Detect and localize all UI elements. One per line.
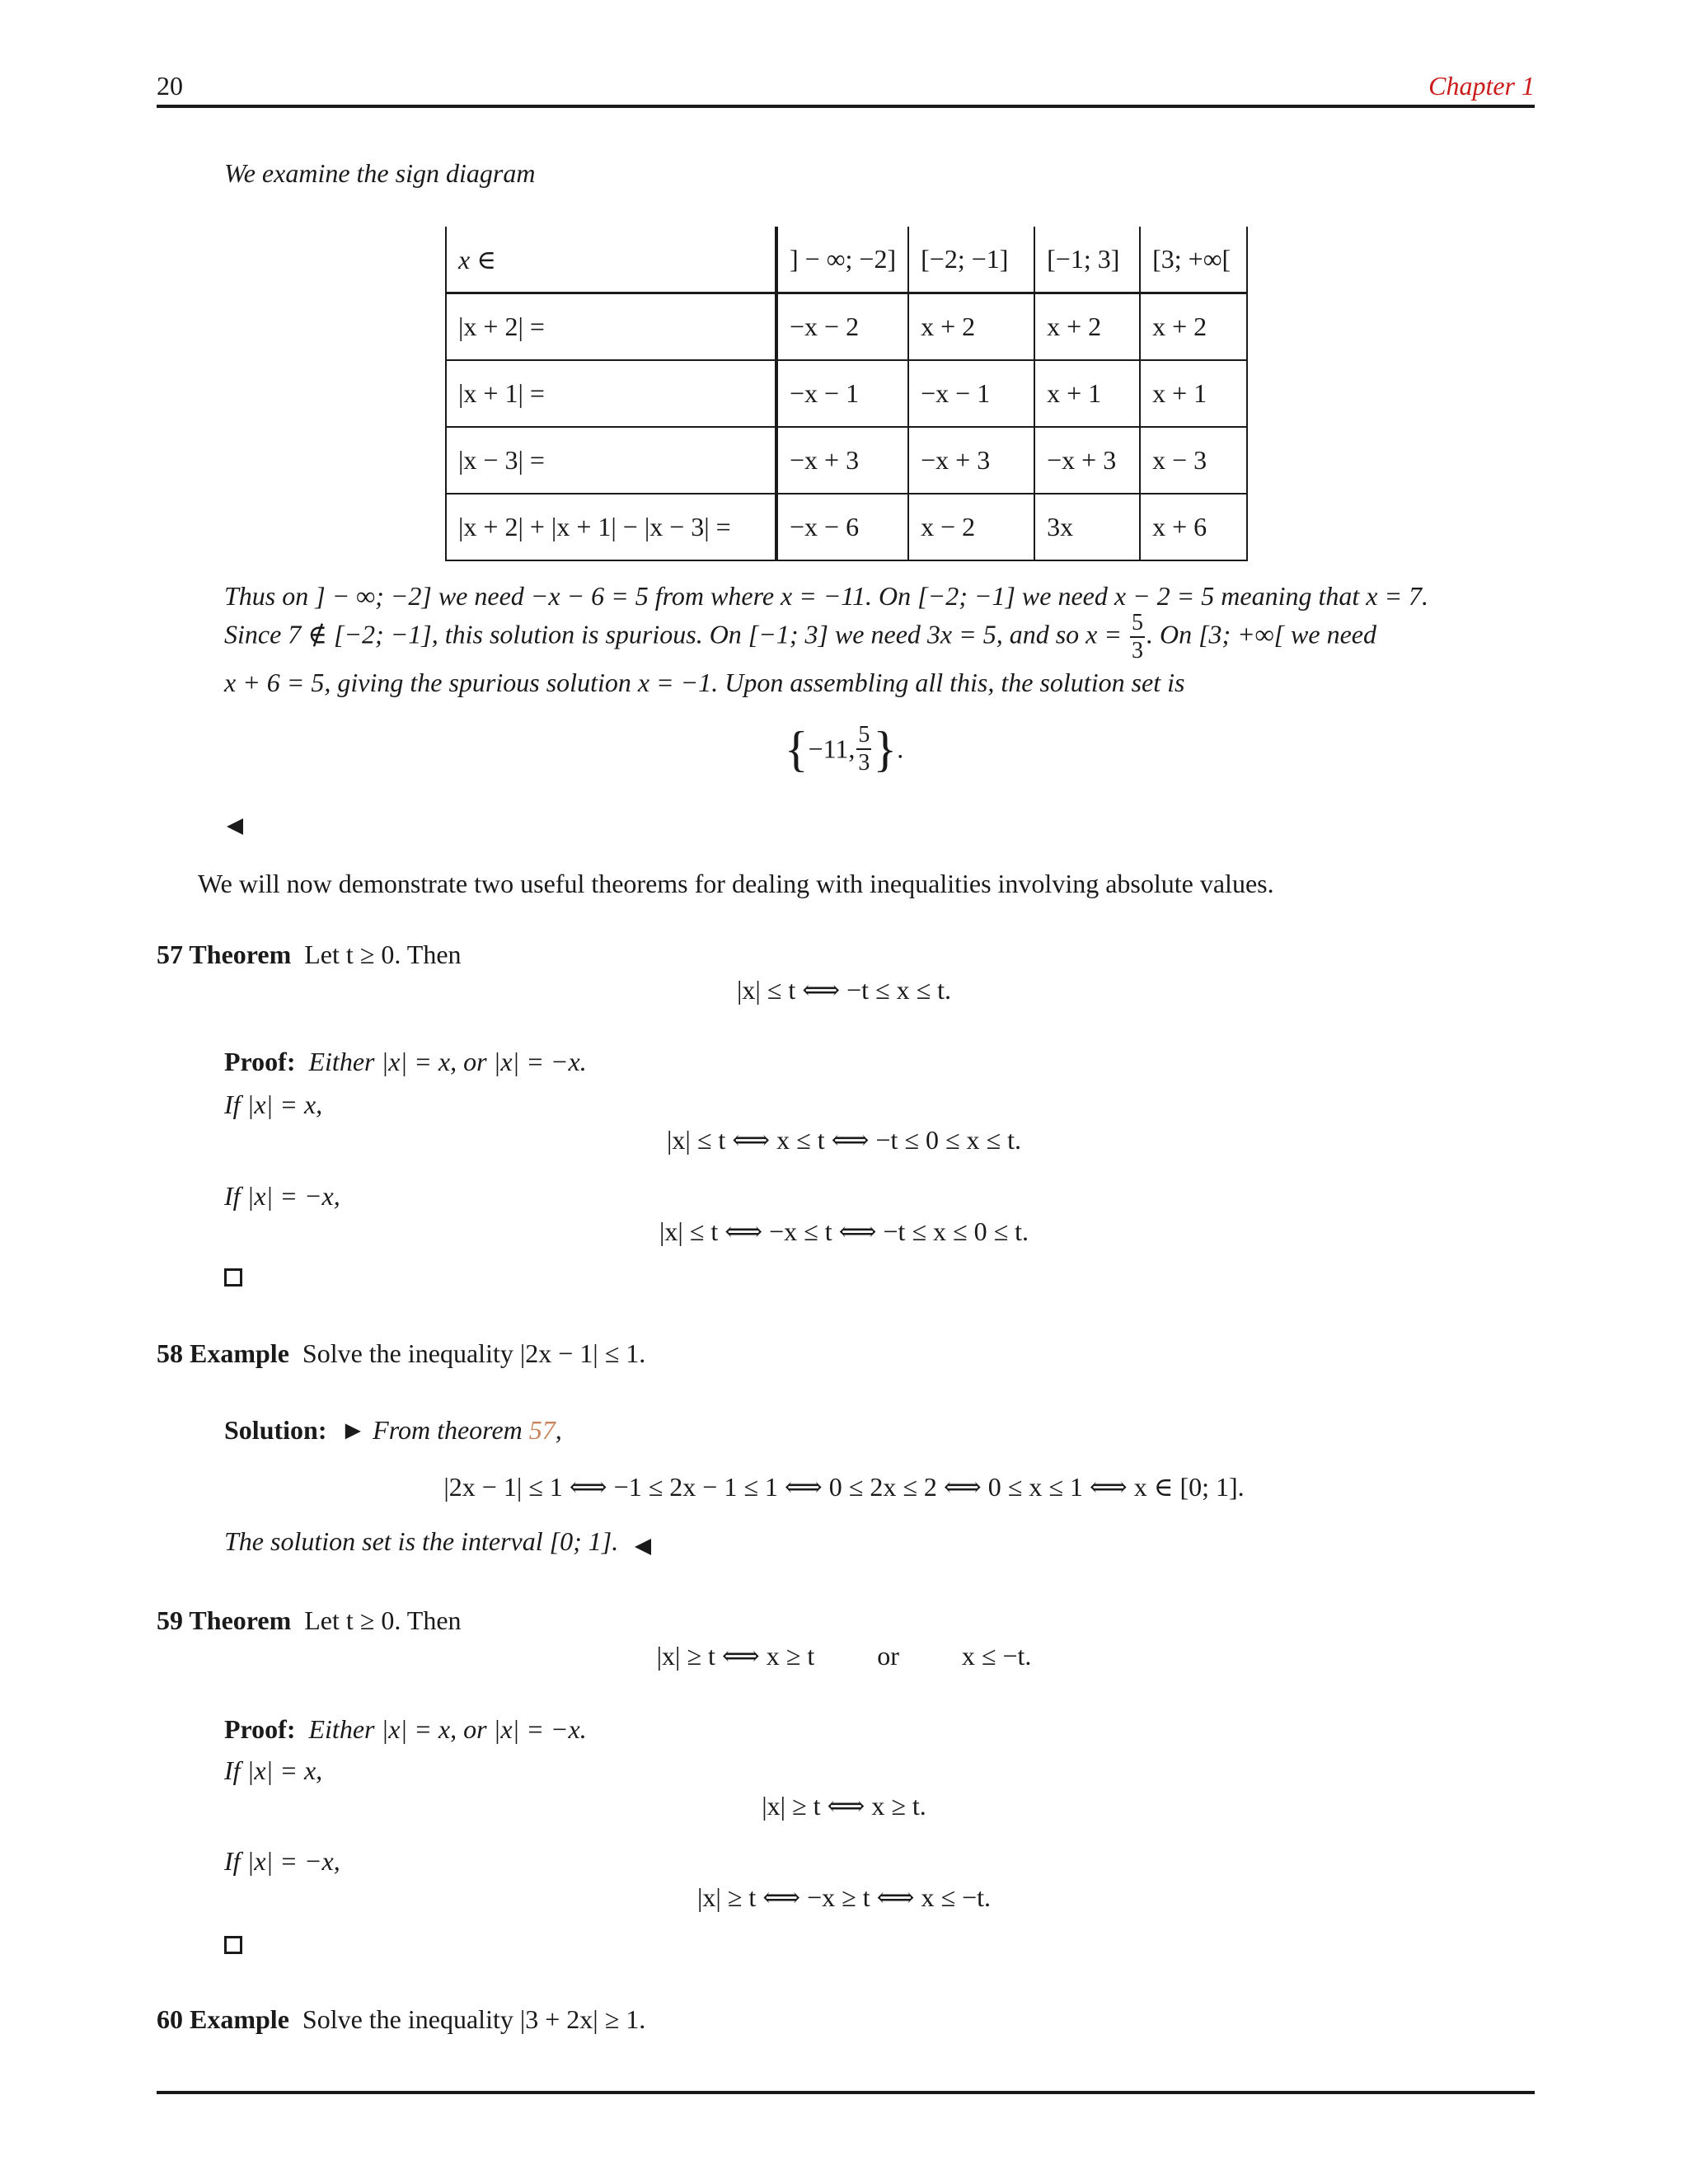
example-58-label: 58 Example <box>157 1338 289 1368</box>
end-solution-icon <box>227 818 243 835</box>
proof-label: Proof: <box>224 1714 296 1744</box>
table-cell: [3; +∞[ <box>1140 227 1247 293</box>
fraction-denominator: 3 <box>1131 638 1143 663</box>
theorem-59-formula-b: x ≤ −t. <box>961 1641 1032 1671</box>
table-cell: −x + 3 <box>776 427 908 494</box>
para-line-2 <box>224 612 1376 663</box>
theorem-57-link[interactable]: 57 <box>528 1415 556 1445</box>
theorem-57-text: Let t ≥ 0. Then <box>304 940 462 969</box>
theorem-59-case-2-formula: |x| ≥ t ⟺ −x ≥ t ⟺ x ≤ −t. <box>696 1882 991 1912</box>
solution-label: Solution: <box>224 1415 327 1445</box>
table-cell: −x − 1 <box>908 360 1034 427</box>
transition-text: We will now demonstrate two useful theorems for dealing with inequalities involving absolute values. <box>198 869 1274 898</box>
table-cell: x + 6 <box>1140 494 1247 560</box>
table-row <box>446 494 1247 560</box>
theorem-59-case-2: If |x| = −x, <box>224 1846 340 1876</box>
theorem-57-formula: |x| ≤ t ⟺ −t ≤ x ≤ t. <box>736 975 952 1005</box>
example-58 <box>157 1338 645 1369</box>
example-60-label: 60 Example <box>157 2004 289 2034</box>
table-cell: |x + 1| = <box>446 360 776 427</box>
example-58-solution <box>224 1415 562 1446</box>
table-cell: |x − 3| = <box>446 427 776 494</box>
table-cell: [−1; 3] <box>1034 227 1140 293</box>
theorem-57-case-2-formula: |x| ≤ t ⟺ −x ≤ t ⟺ −t ≤ x ≤ 0 ≤ t. <box>659 1216 1029 1246</box>
table-cell: x + 1 <box>1034 360 1140 427</box>
theorem-59-formula-or: or <box>877 1641 899 1671</box>
example-60-text: Solve the inequality |3 + 2x| ≥ 1. <box>302 2004 646 2034</box>
left-brace: { <box>784 722 809 776</box>
para-line-3: x + 6 = 5, giving the spurious solution x = −1. Upon assembling all this, the solution set is <box>224 668 1185 697</box>
table-cell: ] − ∞; −2] <box>776 227 908 293</box>
table-cell: −x + 3 <box>1034 427 1140 494</box>
theorem-57-proof <box>224 1047 587 1077</box>
theorem-59 <box>157 1605 462 1636</box>
solution-left: −11, <box>808 733 856 764</box>
example-58-text: Solve the inequality |2x − 1| ≤ 1. <box>302 1338 646 1368</box>
table-row <box>446 360 1247 427</box>
solution-comma: , <box>555 1415 562 1445</box>
theorem-59-case-1-formula: |x| ≥ t ⟺ x ≥ t. <box>762 1791 926 1821</box>
table-cell: −x − 6 <box>776 494 908 560</box>
right-brace: } <box>873 722 898 776</box>
theorem-57-label: 57 Theorem <box>157 940 292 969</box>
theorem-59-text: Let t ≥ 0. Then <box>304 1605 462 1635</box>
example-58-formula: |2x − 1| ≤ 1 ⟺ −1 ≤ 2x − 1 ≤ 1 ⟺ 0 ≤ 2x ≤ 2 ⟺ 0 ≤ x ≤ 1 ⟺ x ∈ [0; 1]. <box>443 1472 1245 1502</box>
qed-square-icon <box>224 1936 242 1954</box>
proof-text: Either |x| = x, or |x| = −x. <box>308 1047 587 1076</box>
fraction <box>1130 612 1145 663</box>
table-cell: −x − 1 <box>776 360 908 427</box>
theorem-57 <box>157 940 462 970</box>
table-cell: |x + 2| + |x + 1| − |x − 3| = <box>446 494 776 560</box>
solution-set <box>0 724 1688 775</box>
para-line-2-b: . On [3; +∞[ we need <box>1146 619 1376 649</box>
example-60 <box>157 2004 645 2035</box>
fraction-numerator: 5 <box>1130 612 1145 638</box>
table-cell: 3x <box>1034 494 1140 560</box>
table-cell: x + 1 <box>1140 360 1247 427</box>
conclusion-text: The solution set is the interval [0; 1]. <box>224 1526 619 1556</box>
table-cell: −x + 3 <box>908 427 1034 494</box>
header-rule <box>157 105 1535 108</box>
qed-square-icon <box>224 1268 242 1286</box>
end-solution-icon <box>635 1539 651 1555</box>
theorem-59-label: 59 Theorem <box>157 1605 292 1635</box>
fraction-denominator: 3 <box>858 750 870 776</box>
fraction-numerator: 5 <box>856 724 871 750</box>
theorem-59-formula <box>0 1640 1688 1671</box>
table-header-row <box>446 227 1247 293</box>
proof-label: Proof: <box>224 1047 296 1076</box>
theorem-59-formula-a: |x| ≥ t ⟺ x ≥ t <box>656 1641 815 1671</box>
footer-rule <box>157 2091 1535 2094</box>
fraction <box>856 724 871 775</box>
intro-text: We examine the sign diagram <box>224 158 536 188</box>
solution-from: From theorem <box>373 1415 523 1445</box>
theorem-57-case-1-formula: |x| ≤ t ⟺ x ≤ t ⟺ −t ≤ 0 ≤ x ≤ t. <box>667 1125 1021 1155</box>
table-row <box>446 427 1247 494</box>
table-cell: |x + 2| = <box>446 293 776 361</box>
table-cell: x − 2 <box>908 494 1034 560</box>
proof-text: Either |x| = x, or |x| = −x. <box>308 1714 587 1744</box>
page-number: 20 <box>157 71 183 101</box>
table-cell: −x − 2 <box>776 293 908 361</box>
table-cell: [−2; −1] <box>908 227 1034 293</box>
table-cell: x + 2 <box>1034 293 1140 361</box>
solution-arrow-icon: ► <box>340 1415 367 1445</box>
theorem-57-case-2: If |x| = −x, <box>224 1181 340 1211</box>
example-58-conclusion <box>224 1526 618 1557</box>
chapter-title: Chapter 1 <box>1428 71 1535 101</box>
theorem-59-case-1: If |x| = x, <box>224 1755 323 1785</box>
table-cell: x − 3 <box>1140 427 1247 494</box>
para-line-1: Thus on ] − ∞; −2] we need −x − 6 = 5 from where x = −11. On [−2; −1] we need x − 2 = 5 meaning that x = 7. <box>224 581 1429 611</box>
table-cell: x ∈ <box>446 227 776 293</box>
theorem-57-case-1: If |x| = x, <box>224 1090 323 1119</box>
para-line-2-a: Since 7 ∉ [−2; −1], this solution is spurious. On [−1; 3] we need 3x = 5, and so x = <box>224 619 1122 649</box>
table-cell: x + 2 <box>908 293 1034 361</box>
solution-period: . <box>897 733 904 764</box>
theorem-59-proof <box>224 1714 587 1745</box>
sign-diagram-table <box>445 227 1248 561</box>
table-cell: x + 2 <box>1140 293 1247 361</box>
table-row <box>446 293 1247 361</box>
